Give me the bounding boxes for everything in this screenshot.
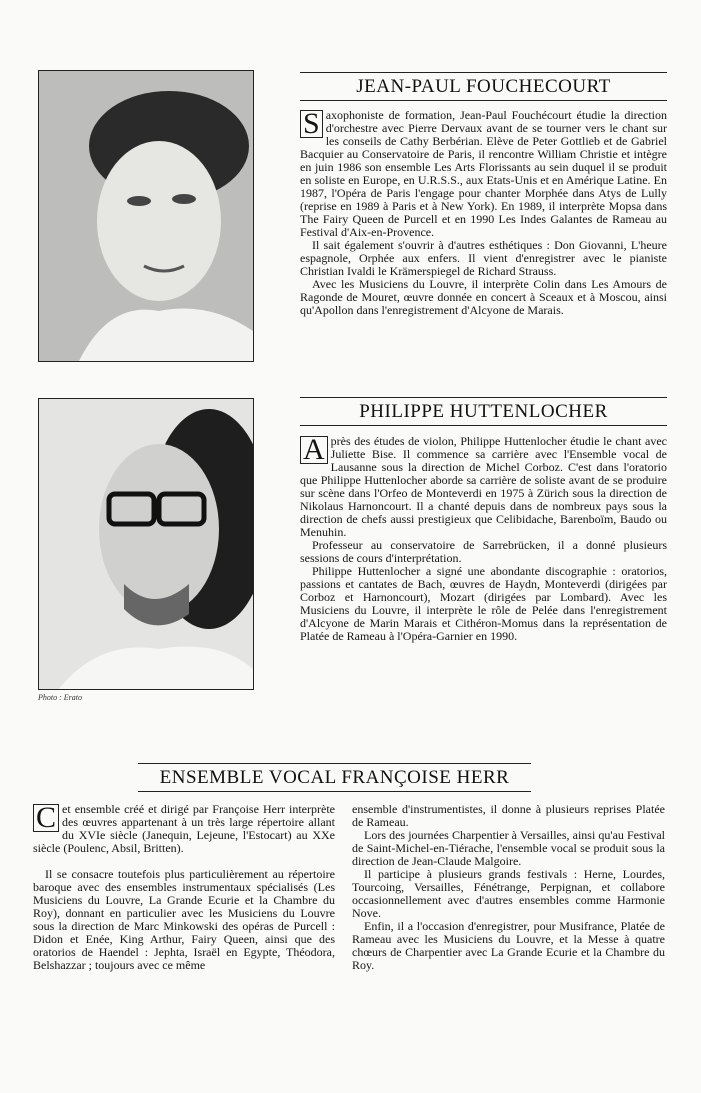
photo-credit: Photo : Erato bbox=[38, 693, 82, 702]
heading-huttenlocher: PHILIPPE HUTTENLOCHER bbox=[300, 397, 667, 426]
portrait-fouchecourt bbox=[38, 70, 254, 362]
paragraph: Il participe à plusieurs grands festivals : Herne, Lourdes, Tourcoing, Versailles, Fénétrange, Perpignan, et collabore occasionnellement avec d'autres ensembles comme Harmonie Nove. bbox=[352, 867, 665, 920]
drop-cap: A bbox=[300, 436, 328, 464]
paragraph: Il sait également s'ouvrir à d'autres esthétiques : Don Giovanni, L'heure espagnole, Orphée aux enfers. Il vient d'enregistrer avec le pianiste Christian Ivaldi le Krämerspiegel de Richard Strauss. bbox=[300, 238, 667, 278]
paragraph: près des études de violon, Philippe Huttenlocher étudie le chant avec Juliette Bise. Il commence sa carrière avec l'Ensemble vocal de Lausanne sous la direction de Michel Corboz. C'est dans l'oratorio que Philippe Huttenlocher aborde sa carrière de soliste avant de se produire sur scène dans l'Orfeo de Monteverdi en 1975 à Zürich sous la direction de Nikolaus Harnoncourt. Il a chanté depuis dans de nombreux pays sous la direction de chefs aussi prestigieux que Celibidache, Barenboïm, Baudo ou Menuhin. bbox=[300, 434, 667, 539]
bio-huttenlocher bbox=[300, 435, 667, 643]
paragraph: Avec les Musiciens du Louvre, il interprète Colin dans Les Amours de Ragonde de Mouret, œuvre donnée en concert à Sceaux et à Moscou, ainsi qu'Apollon dans l'enregistrement d'Alcyone de Marais. bbox=[300, 277, 667, 317]
paragraph: Professeur au conservatoire de Sarrebrücken, il a donné plusieurs sessions de cours d'interprétation. bbox=[300, 538, 667, 565]
paragraph: Enfin, il a l'occasion d'enregistrer, pour Musifrance, Platée de Rameau avec les Musiciens du Louvre, et la Messe à quatre chœurs de Charpentier avec La Grande Ecurie et la Chambre du Roy. bbox=[352, 919, 665, 972]
bio-fouchecourt bbox=[300, 109, 667, 317]
paragraph: axophoniste de formation, Jean-Paul Fouchécourt étudie la direction d'orchestre avec Pierre Dervaux avant de se tourner vers le chant sur les conseils de Cathy Berbérian. Elève de Peter Gottlieb et de Gabriel Bacquier au Conservatoire de Paris, il rencontre William Christie et intègre en juin 1986 son ensemble Les Arts Florissants au sein duquel il se produit en soliste en Europe, en U.R.S.S., aux Etats-Unis et en Amérique Latine. En 1987, l'Opéra de Paris l'engage pour chanter Morphée dans Atys de Lully (reprise en 1989 à Paris et à New York). En 1989, il interprète Mopsa dans The Fairy Queen de Purcell et en 1990 Les Indes Galantes de Rameau au Festival d'Aix-en-Provence. bbox=[300, 108, 667, 239]
paragraph: Il se consacre toutefois plus particulièrement au répertoire baroque avec des ensembles instrumentaux spécialisés (Les Musiciens du Louvre, La Grande Ecurie et la Chambre du Roy), donnant en particulier avec les Musiciens du Louvre sous la direction de Marc Minkowski des opéras de Purcell : Didon et Enée, King Arthur, Fairy Queen, ainsi que des oratorios de Haendel : Jephta, Israël en Egypte, Théodora, Belshazzar ; toujours avec ce même bbox=[33, 867, 335, 972]
paragraph: et ensemble créé et dirigé par Françoise Herr interprète des œuvres appartenant à un très large répertoire allant du XVIe siècle (Janequin, Lejeune, l'Estocart) au XXe siècle (Poulenc, Absil, Britten). bbox=[33, 802, 335, 855]
drop-cap: C bbox=[33, 804, 59, 832]
paragraph: Lors des journées Charpentier à Versailles, ainsi qu'au Festival de Saint-Michel-en-Tiérache, l'ensemble vocal se produit sous la direction de Jean-Claude Malgoire. bbox=[352, 828, 665, 868]
heading-ensemble: ENSEMBLE VOCAL FRANÇOISE HERR bbox=[138, 763, 531, 792]
ensemble-col-left bbox=[33, 803, 335, 972]
portrait-huttenlocher bbox=[38, 398, 254, 690]
heading-fouchecourt: JEAN-PAUL FOUCHECOURT bbox=[300, 72, 667, 101]
drop-cap: S bbox=[300, 110, 323, 138]
paragraph: Philippe Huttenlocher a signé une abondante discographie : oratorios, passions et cantates de Bach, œuvres de Haydn, Monteverdi (dirigées par Corboz et Harnoncourt), Mozart (dirigées par Lombard). Avec les Musiciens du Louvre, il interprète le rôle de Pelée dans l'enregistrement d'Alcyone de Marin Marais et Cithéron-Momus dans la représentation de Platée de Rameau à l'Opéra-Garnier en 1990. bbox=[300, 564, 667, 643]
paragraph: ensemble d'instrumentistes, il donne à plusieurs reprises Platée de Rameau. bbox=[352, 802, 665, 829]
ensemble-col-right bbox=[352, 803, 665, 972]
